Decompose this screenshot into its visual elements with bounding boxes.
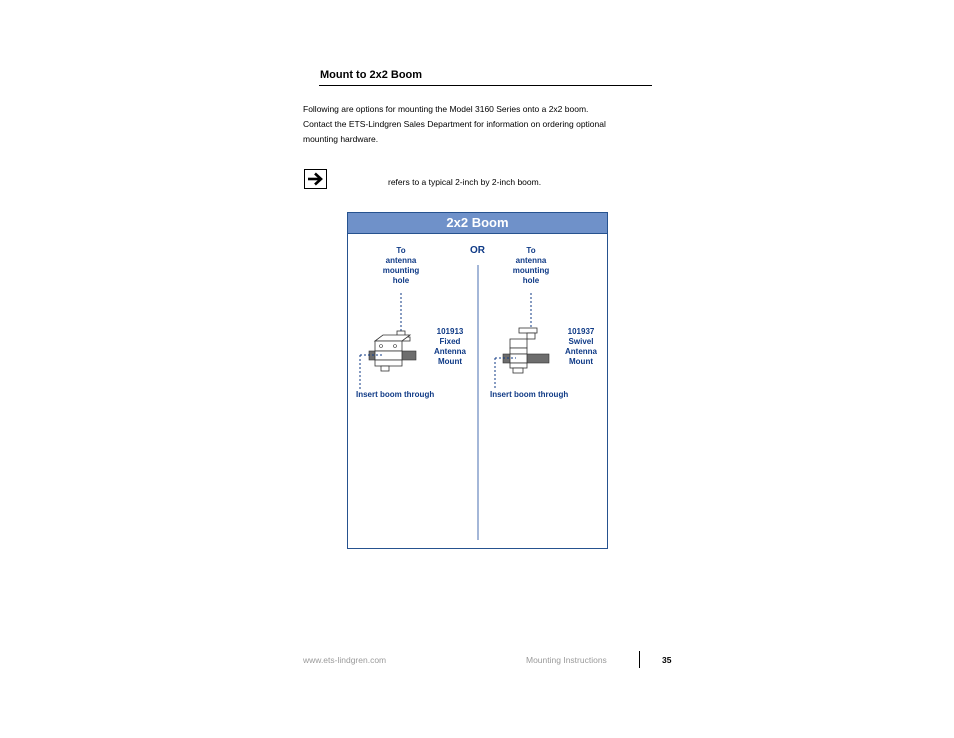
swivel-mount-drawing — [495, 293, 549, 389]
right-insert-label: Insert boom through — [490, 390, 569, 399]
page-number: 35 — [662, 655, 672, 665]
left-insert-label: Insert boom through — [356, 390, 435, 399]
section-title: Mount to 2x2 Boom — [320, 69, 423, 81]
intro-line: Contact the ETS-Lindgren Sales Department for information on ordering optional — [303, 119, 606, 129]
intro-line: Following are options for mounting the Model 3160 Series onto a 2x2 boom. — [303, 104, 589, 114]
left-hole-label: To antenna mounting hole — [382, 246, 420, 285]
footer-divider — [639, 651, 640, 668]
arrow-right-icon — [304, 169, 327, 189]
figure-title: 2x2 Boom — [446, 215, 509, 230]
note-text: refers to a typical 2-inch by 2-inch boom. — [388, 177, 542, 187]
right-hole-label: To antenna mounting hole — [512, 246, 550, 285]
swivel-mount-label: 101937 Swivel Antenna Mount — [565, 327, 597, 366]
intro-paragraph — [303, 102, 663, 147]
or-label: OR — [470, 245, 485, 256]
footer-website: www.ets-lindgren.com — [303, 655, 387, 665]
fixed-mount-label: 101913 Fixed Antenna Mount — [434, 327, 466, 366]
boom-mount-figure — [347, 212, 608, 549]
fixed-mount-drawing — [360, 293, 416, 389]
footer-section: Mounting Instructions — [526, 655, 607, 665]
intro-line: mounting hardware. — [303, 134, 379, 144]
title-rule — [319, 85, 652, 86]
